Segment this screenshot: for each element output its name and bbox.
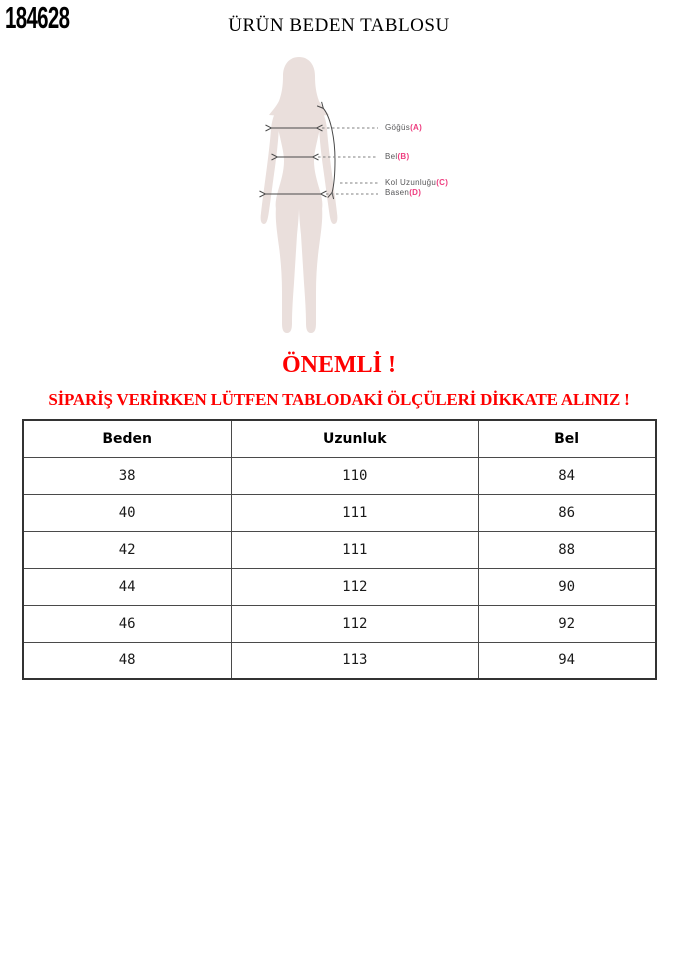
table-cell: 42 xyxy=(23,531,232,568)
measurement-label-hip xyxy=(385,188,421,198)
silhouette-torso xyxy=(276,87,323,209)
measurement-letter-d: (D) xyxy=(409,188,422,197)
measurement-letter-c: (C) xyxy=(436,178,449,187)
silhouette-left-leg xyxy=(276,207,299,333)
measurement-label-chest-text: Göğüs xyxy=(385,123,411,132)
measurement-label-arm-length xyxy=(385,178,448,188)
measurement-label-waist xyxy=(385,152,409,162)
female-silhouette xyxy=(261,57,338,333)
table-cell: 46 xyxy=(23,605,232,642)
important-heading: ÖNEMLİ ! xyxy=(282,352,396,378)
table-cell: 111 xyxy=(231,494,478,531)
measurement-label-waist-text: Bel xyxy=(385,152,398,161)
measurement-letter-b: (B) xyxy=(397,152,410,161)
table-cell: 48 xyxy=(23,642,232,679)
table-cell: 110 xyxy=(231,457,478,494)
product-code: 184628 xyxy=(5,0,70,35)
table-row xyxy=(23,642,656,679)
column-header-uzunluk: Uzunluk xyxy=(231,420,478,457)
column-header-beden: Beden xyxy=(23,420,232,457)
table-cell: 38 xyxy=(23,457,232,494)
table-cell: 84 xyxy=(478,457,655,494)
table-cell: 88 xyxy=(478,531,655,568)
table-row xyxy=(23,531,656,568)
body-measurement-diagram xyxy=(0,55,678,345)
silhouette-and-arrows-graphic xyxy=(0,55,678,345)
size-table xyxy=(22,419,657,680)
table-row xyxy=(23,494,656,531)
important-subheading: SİPARİŞ VERİRKEN LÜTFEN TABLODAKİ ÖLÇÜLERİ DİKKATE ALINIZ ! xyxy=(48,390,630,409)
page-title: ÜRÜN BEDEN TABLOSU xyxy=(228,15,450,36)
table-cell: 90 xyxy=(478,568,655,605)
table-cell: 44 xyxy=(23,568,232,605)
table-cell: 40 xyxy=(23,494,232,531)
measurement-letter-a: (A) xyxy=(410,123,423,132)
measurement-label-chest xyxy=(385,123,422,133)
table-row xyxy=(23,457,656,494)
column-header-bel: Bel xyxy=(478,420,655,457)
table-row xyxy=(23,605,656,642)
table-cell: 112 xyxy=(231,568,478,605)
silhouette-right-leg xyxy=(299,207,322,333)
table-cell: 94 xyxy=(478,642,655,679)
table-cell: 111 xyxy=(231,531,478,568)
table-row xyxy=(23,568,656,605)
header xyxy=(0,0,678,55)
table-cell: 113 xyxy=(231,642,478,679)
measurement-label-arm-length-text: Kol Uzunluğu xyxy=(385,178,437,187)
table-cell: 112 xyxy=(231,605,478,642)
table-cell: 92 xyxy=(478,605,655,642)
table-header-row xyxy=(23,420,656,457)
measurement-label-hip-text: Basen xyxy=(385,188,410,197)
table-cell: 86 xyxy=(478,494,655,531)
